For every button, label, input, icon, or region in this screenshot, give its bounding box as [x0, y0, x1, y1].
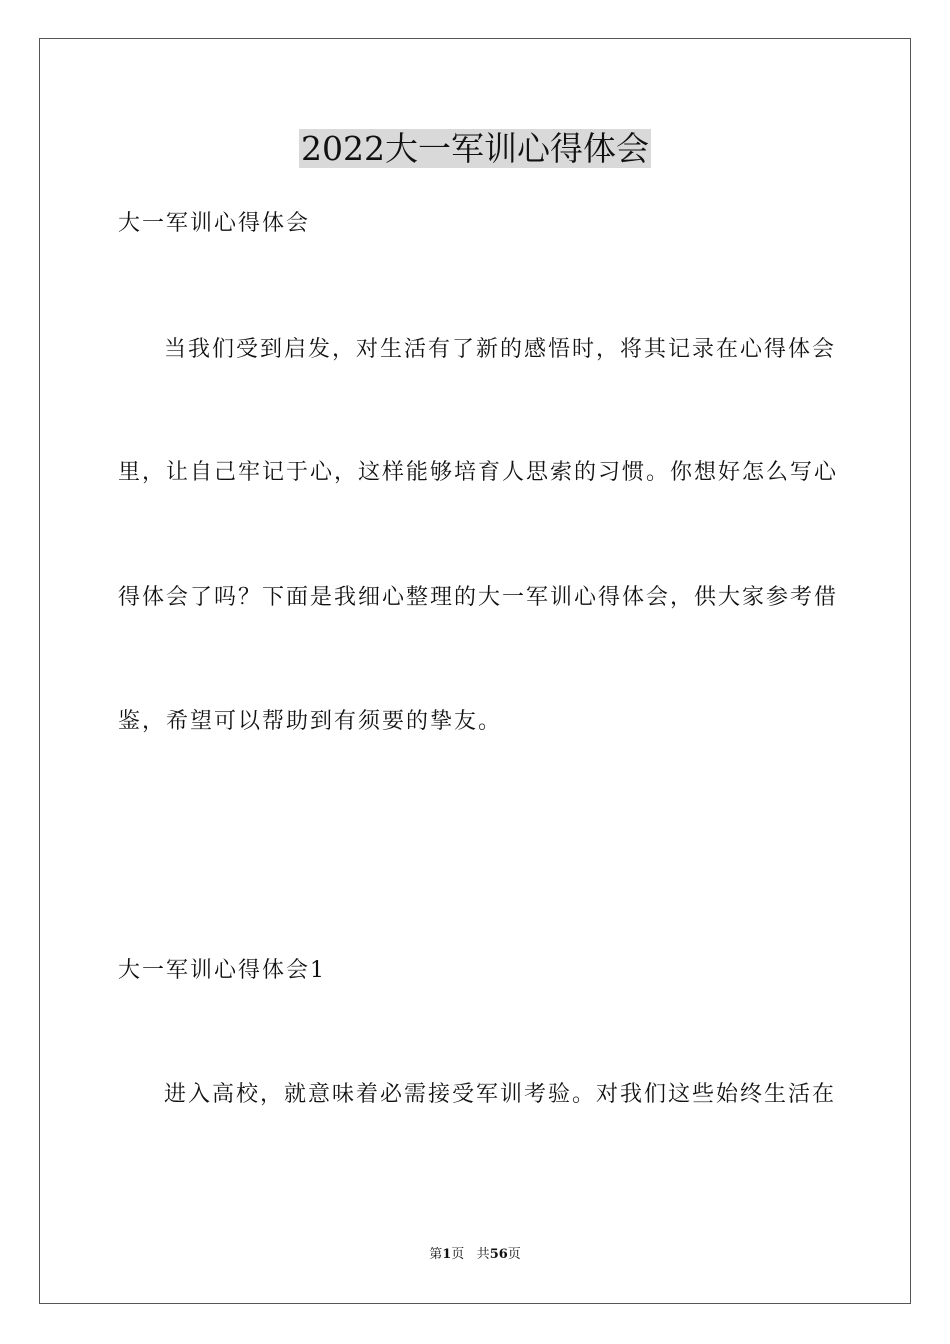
- footer-page-prefix: 第: [429, 1247, 443, 1262]
- document-title: [0, 126, 950, 172]
- paragraph-line: 里，让自己牢记于心，这样能够培育人思索的习惯。你想好怎么写心: [118, 460, 839, 485]
- footer-page-suffix: 页: [451, 1247, 465, 1262]
- section-heading: 大一军训心得体会1: [118, 958, 326, 983]
- footer-total-suffix: 页: [507, 1247, 521, 1262]
- footer-total-pages: 56: [489, 1247, 508, 1262]
- paragraph-line: 进入高校，就意味着必需接受军训考验。对我们这些始终生活在: [164, 1082, 837, 1107]
- heading-intro: 大一军训心得体会: [118, 211, 311, 236]
- page-footer: [0, 1246, 950, 1264]
- paragraph-line: 鉴，希望可以帮助到有须要的挚友。: [118, 709, 503, 734]
- footer-total-prefix: 共: [476, 1247, 490, 1262]
- paragraph-line: 得体会了吗？下面是我细心整理的大一军训心得体会，供大家参考借: [118, 585, 839, 610]
- footer-page-number: 1: [442, 1247, 452, 1262]
- paragraph-line: 当我们受到启发，对生活有了新的感悟时，将其记录在心得体会: [164, 337, 837, 362]
- document-title-text: 2022大一军训心得体会: [301, 129, 649, 168]
